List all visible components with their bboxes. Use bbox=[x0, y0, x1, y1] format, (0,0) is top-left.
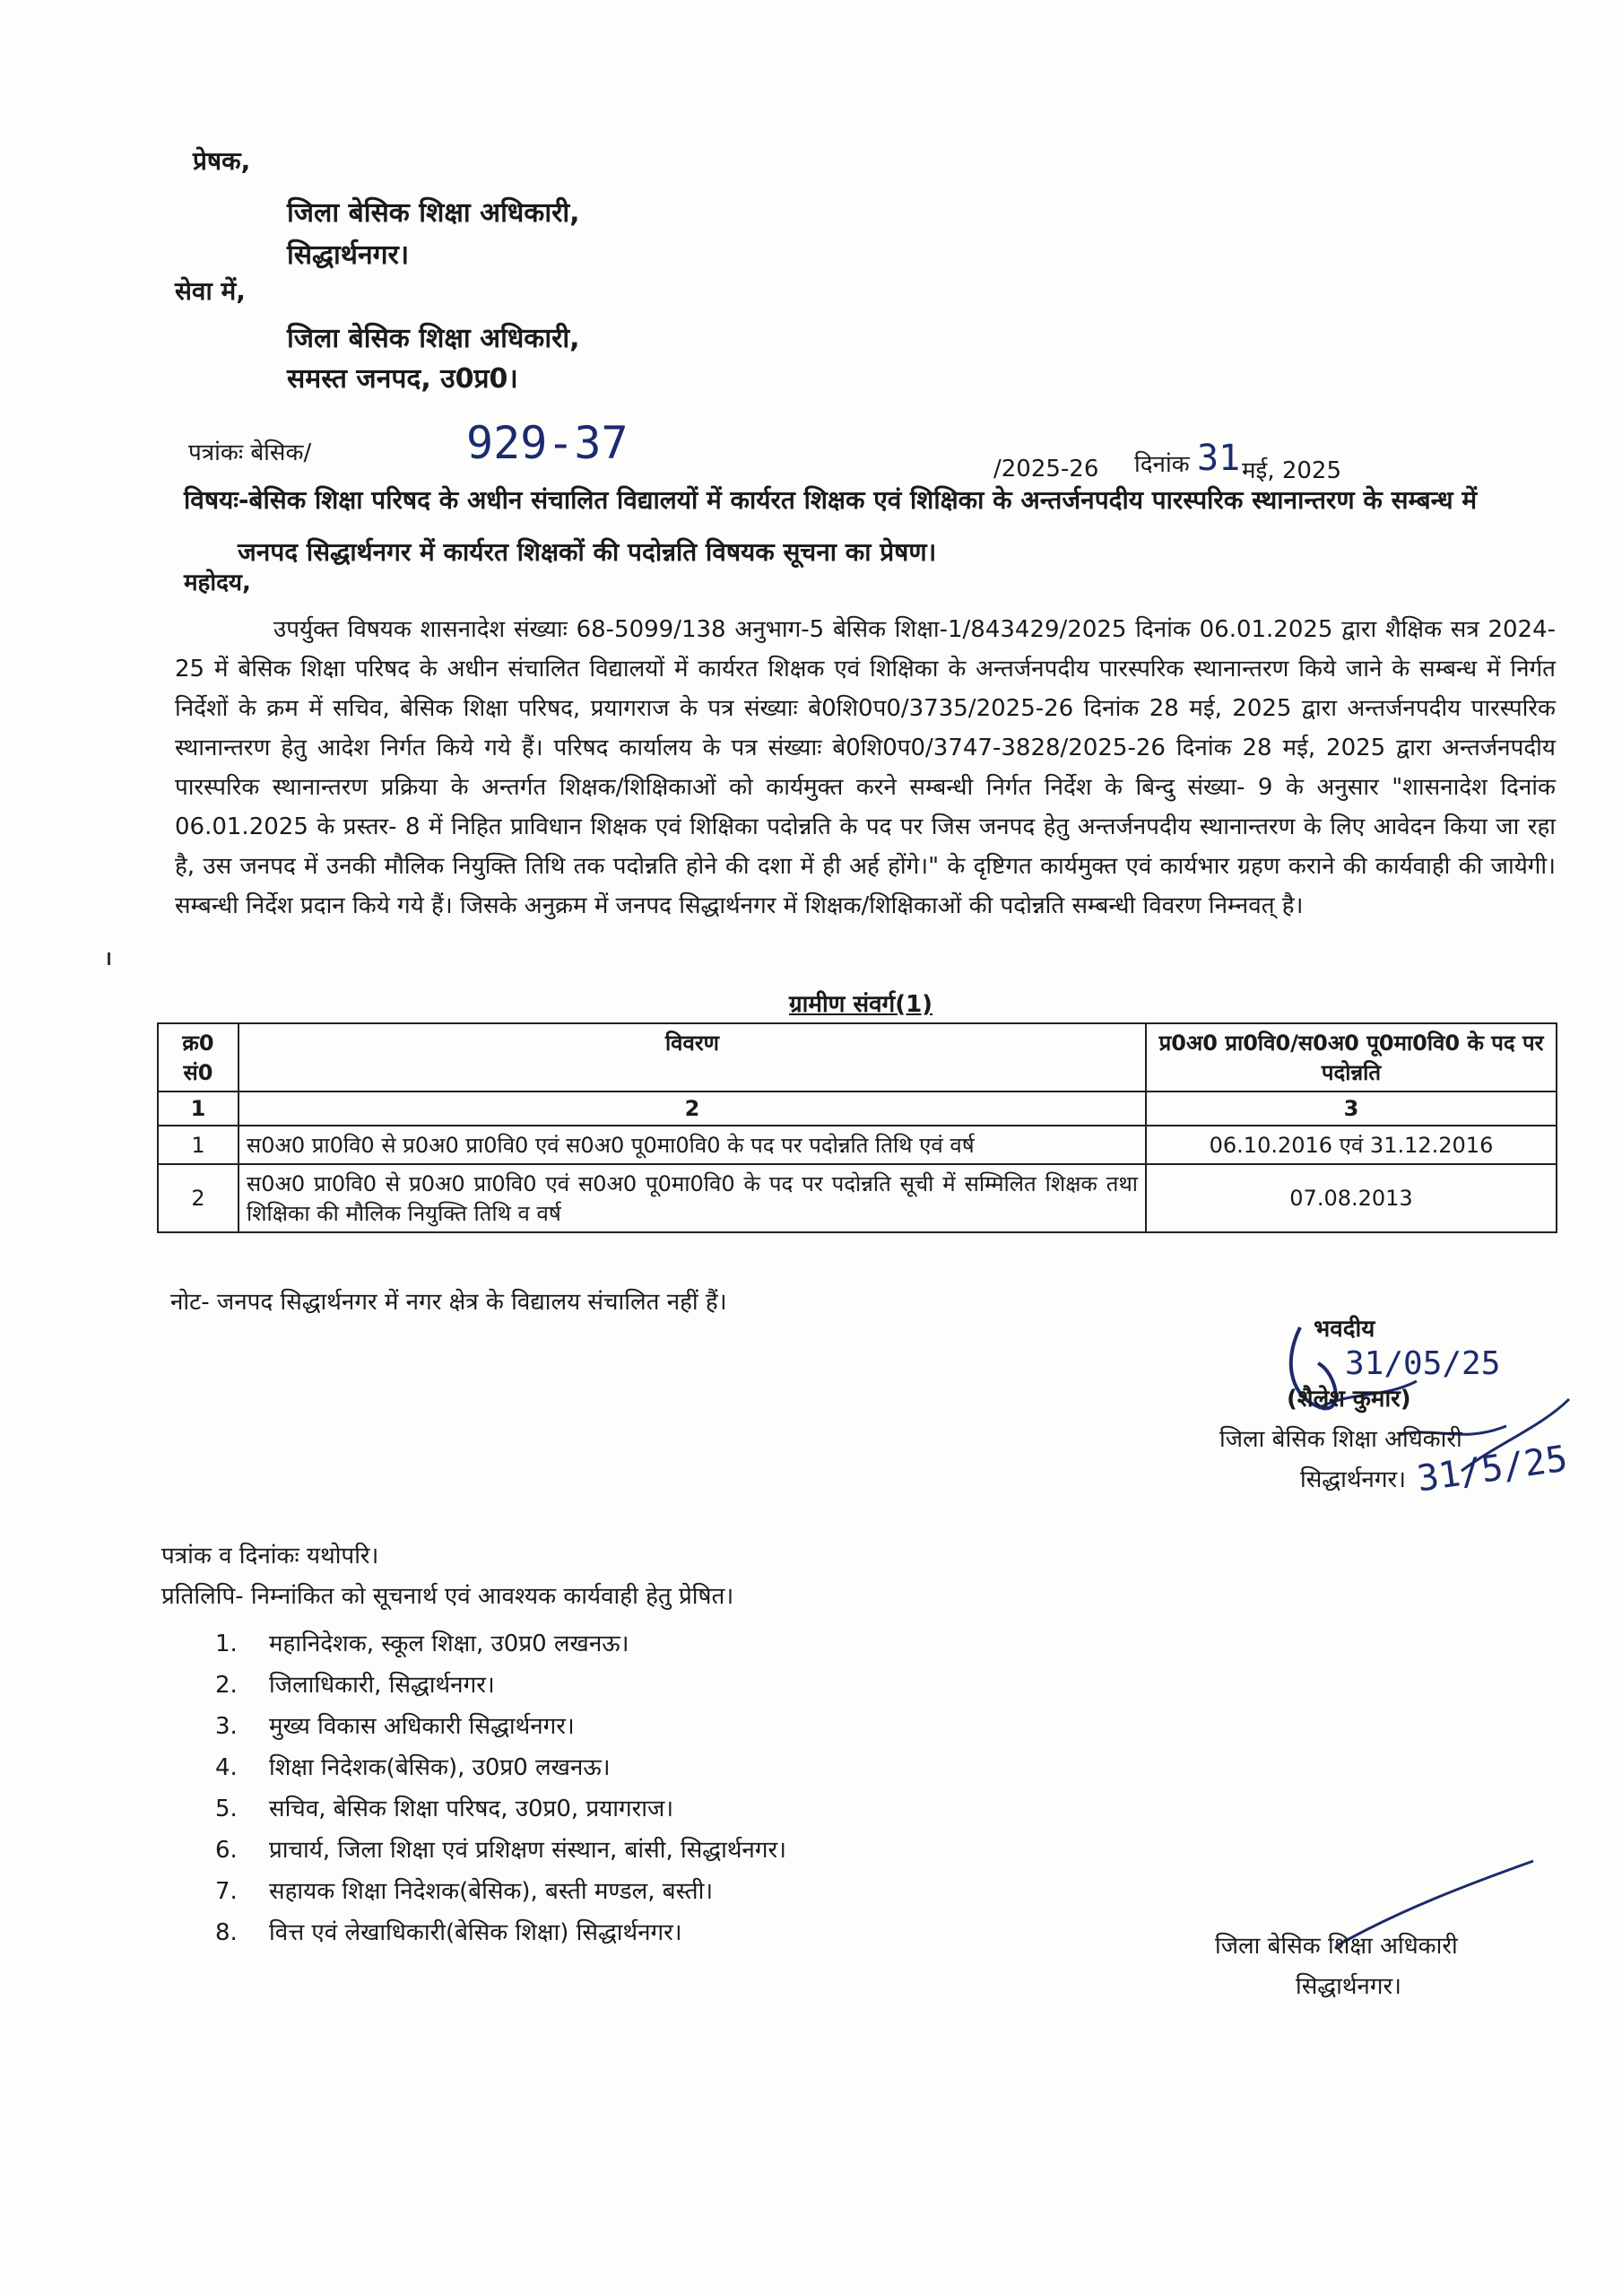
promotion-table bbox=[157, 1022, 1557, 1233]
reference-date-label: दिनांक bbox=[1134, 451, 1190, 478]
numbering-col-2: 2 bbox=[239, 1091, 1146, 1126]
handwritten-date-1: 31/05/25 bbox=[1345, 1345, 1501, 1382]
footer-place: सिद्धार्थनगर। bbox=[1296, 1973, 1401, 2000]
recipient-designation: जिला बेसिक शिक्षा अधिकारी, bbox=[287, 323, 580, 354]
list-item: 3. मुख्य विकास अधिकारी सिद्धार्थनगर। bbox=[215, 1713, 575, 1740]
list-item: 5. सचिव, बेसिक शिक्षा परिषद, उ0प्र0, प्रयागराज। bbox=[215, 1796, 674, 1822]
header-sno: क्र0 सं0 bbox=[158, 1023, 239, 1091]
table-header-row bbox=[158, 1023, 1557, 1091]
reference-number-handwritten: 929-37 bbox=[466, 417, 629, 469]
table-row bbox=[158, 1164, 1557, 1232]
recipient-label: सेवा में, bbox=[175, 276, 246, 306]
list-item: 8. वित्त एवं लेखाधिकारी(बेसिक शिक्षा) सिद्धार्थनगर। bbox=[215, 1919, 682, 1946]
reference-date-day: 31 bbox=[1197, 438, 1241, 479]
row-sno: 1 bbox=[158, 1126, 239, 1164]
row-value: 06.10.2016 एवं 31.12.2016 bbox=[1146, 1126, 1557, 1164]
row-sno: 2 bbox=[158, 1164, 239, 1232]
body-paragraph: उपर्युक्त विषयक शासनादेश संख्याः 68-5099/138 अनुभाग-5 बेसिक शिक्षा-1/843429/2025 दिनांक 06.01.2025 द्वारा शैक्षिक सत्र 2024-25 में बेसिक शिक्षा परिषद के अधीन संचालित विद्यालयों में कार्यरत शिक्षक एवं शिक्षिका के अन्तर्जनपदीय पारस्परिक स्थानान्तरण किये जाने के सम्बन्ध में निर्गत निर्देशों के क्रम में सचिव, बेसिक शिक्षा परिषद, प्रयागराज के पत्र संख्याः बे0शि0प0/3735/2025-26 दिनांक 28 मई, 2025 द्वारा अन्तर्जनपदीय पारस्परिक स्थानान्तरण हेतु आदेश निर्गत किये गये हैं। परिषद कार्यालय के पत्र संख्याः बे0शि0प0/3747-3828/2025-26 दिनांक 28 मई, 2025 द्वारा अन्तर्जनपदीय पारस्परिक स्थानान्तरण प्रक्रिया के अन्तर्गत शिक्षक/शिक्षिकाओं को कार्यमुक्त करने सम्बन्धी निर्गत निर्देश के बिन्दु संख्या- 9 के अनुसार "शासनादेश दिनांक 06.01.2025 के प्रस्तर- 8 में निहित प्राविधान शिक्षक एवं शिक्षिका पदोन्नति के पद पर जिस जनपद हेतु अन्तर्जनपदीय स्थानान्तरण के लिए आवेदन किया जा रहा है, उस जनपद में उनकी मौलिक नियुक्ति तिथि तक पदोन्नति होने की दशा में ही अर्ह होंगे।" के दृष्टिगत कार्यमुक्त एवं कार्यभार ग्रहण कराने की कार्यवाही की जायेगी। सम्बन्धी निर्देश प्रदान किये गये हैं। जिसके अनुक्रम में जनपद सिद्धार्थनगर में शिक्षक/शिक्षिकाओं की पदोन्नति सम्बन्धी विवरण निम्नवत् है। bbox=[175, 616, 1556, 919]
signatory-designation: जिला बेसिक शिक्षा अधिकारी bbox=[1219, 1426, 1462, 1453]
footer-designation: जिला बेसिक शिक्षा अधिकारी bbox=[1215, 1933, 1458, 1960]
note-text: नोट- जनपद सिद्धार्थनगर में नगर क्षेत्र के विद्यालय संचालित नहीं हैं। bbox=[170, 1289, 727, 1316]
closing-text: भवदीय bbox=[1314, 1316, 1375, 1343]
handwritten-date-2: 31/5/25 bbox=[1414, 1438, 1570, 1500]
recipient-place: समस्त जनपद, उ0प्र0। bbox=[287, 363, 518, 395]
reference-date-rest: मई, 2025 bbox=[1242, 457, 1342, 484]
reference-prefix: पत्रांकः बेसिक/ bbox=[188, 439, 312, 466]
copy-ref-line: पत्रांक व दिनांकः यथोपरि। bbox=[161, 1543, 379, 1570]
numbering-col-1: 1 bbox=[158, 1091, 239, 1126]
copy-intro: प्रतिलिपि- निम्नांकित को सूचनार्थ एवं आवश्यक कार्यवाही हेतु प्रेषित। bbox=[161, 1583, 734, 1610]
signatory-name: (शैलेश कुमार) bbox=[1287, 1386, 1411, 1413]
sender-designation: जिला बेसिक शिक्षा अधिकारी, bbox=[287, 197, 580, 229]
list-item: 6. प्राचार्य, जिला शिक्षा एवं प्रशिक्षण संस्थान, बांसी, सिद्धार्थनगर। bbox=[215, 1837, 786, 1864]
row-value: 07.08.2013 bbox=[1146, 1164, 1557, 1232]
header-detail: विवरण bbox=[239, 1023, 1146, 1091]
reference-session: /2025-26 bbox=[993, 456, 1099, 483]
header-promotion: प्र0अ0 प्रा0वि0/स0अ0 पू0मा0वि0 के पद पर पदोन्नति bbox=[1146, 1023, 1557, 1091]
table-numbering-row bbox=[158, 1091, 1557, 1126]
list-item: 4. शिक्षा निदेशक(बेसिक), उ0प्र0 लखनऊ। bbox=[215, 1754, 611, 1781]
table-row bbox=[158, 1126, 1557, 1164]
subject-line-2: जनपद सिद्धार्थनगर में कार्यरत शिक्षकों की पदोन्नति विषयक सूचना का प्रेषण। bbox=[238, 537, 937, 567]
row-detail: स0अ0 प्रा0वि0 से प्र0अ0 प्रा0वि0 एवं स0अ0 पू0मा0वि0 के पद पर पदोन्नति सूची में सम्मिलित शिक्षक तथा शिक्षिका की मौलिक नियुक्ति तिथि व वर्ष bbox=[239, 1164, 1146, 1232]
table-caption: ग्रामीण संवर्ग(1) bbox=[789, 991, 933, 1018]
copy-recipient-list bbox=[215, 1623, 786, 1953]
list-item: 2. जिलाधिकारी, सिद्धार्थनगर। bbox=[215, 1672, 495, 1699]
list-item: 7. सहायक शिक्षा निदेशक(बेसिक), बस्ती मण्डल, बस्ती। bbox=[215, 1878, 714, 1905]
margin-mark bbox=[108, 952, 110, 965]
row-detail: स0अ0 प्रा0वि0 से प्र0अ0 प्रा0वि0 एवं स0अ0 पू0मा0वि0 के पद पर पदोन्नति तिथि एवं वर्ष bbox=[239, 1126, 1146, 1164]
numbering-col-3: 3 bbox=[1146, 1091, 1557, 1126]
signatory-place: सिद्धार्थनगर। bbox=[1300, 1466, 1406, 1493]
sender-place: सिद्धार्थनगर। bbox=[287, 239, 410, 271]
salutation: महोदय, bbox=[184, 570, 251, 596]
list-item: 1. महानिदेशक, स्कूल शिक्षा, उ0प्र0 लखनऊ। bbox=[215, 1631, 629, 1657]
sender-label: प्रेषक, bbox=[193, 146, 251, 176]
subject-line-1: विषयः-बेसिक शिक्षा परिषद के अधीन संचालित विद्यालयों में कार्यरत शिक्षक एवं शिक्षिका के अन्तर्जनपदीय पारस्परिक स्थानान्तरण के सम्बन्ध में bbox=[184, 485, 1478, 515]
